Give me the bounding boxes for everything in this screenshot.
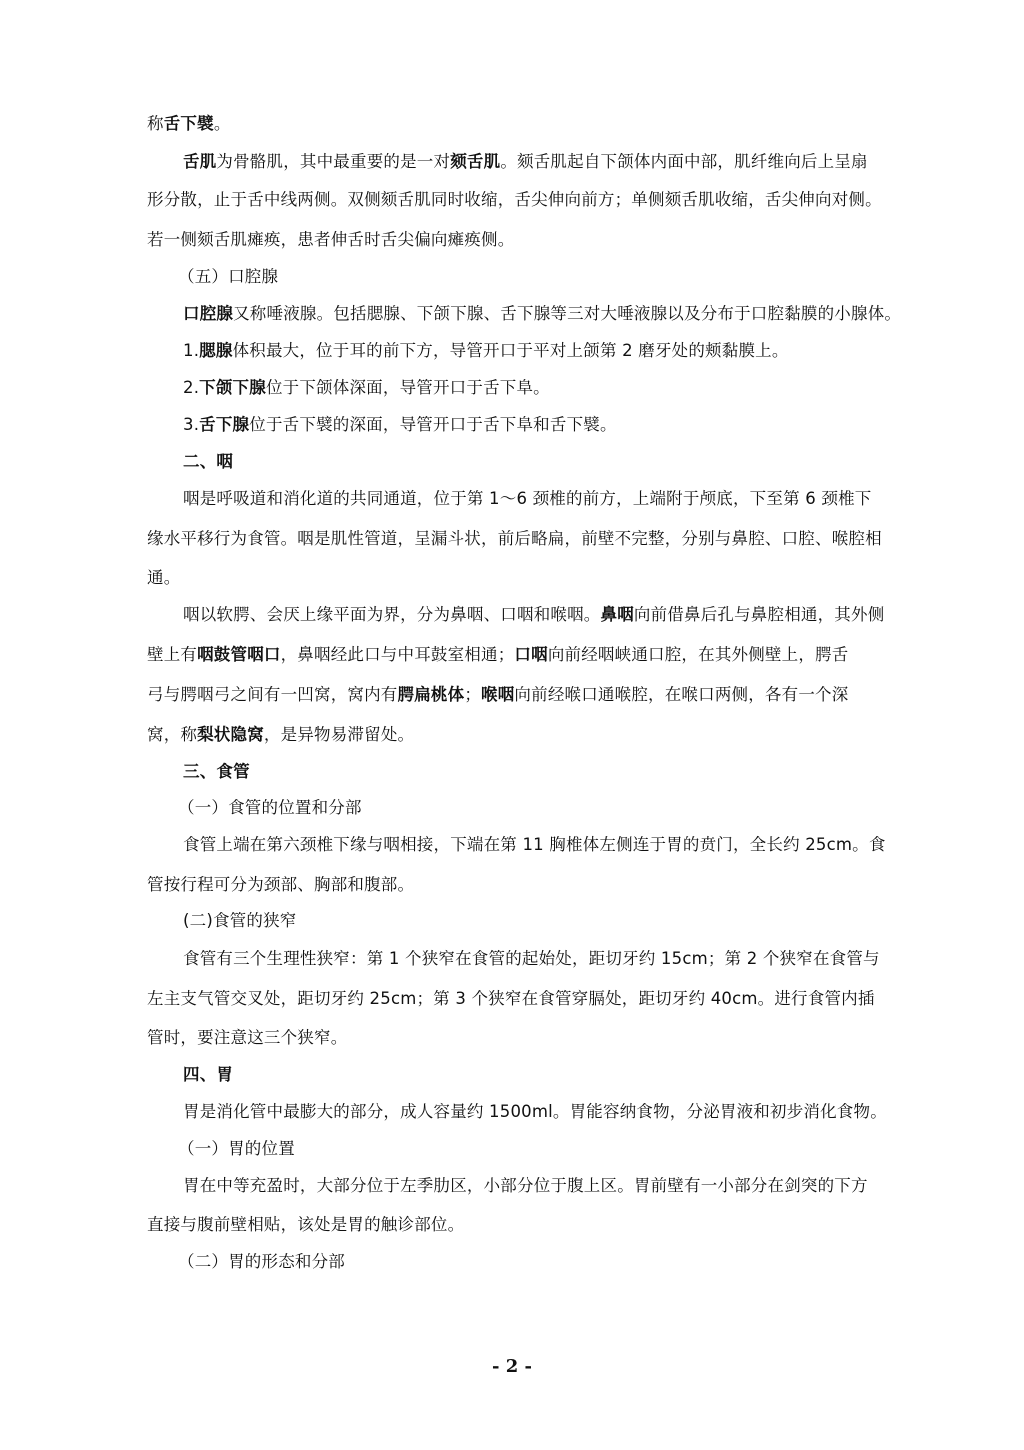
paragraph-line: 直接与腹前壁相贴，该处是胃的触诊部位。 bbox=[147, 1215, 465, 1234]
subsection-heading: (二)食管的狭窄 bbox=[183, 911, 297, 930]
paragraph-line: 壁上有咽鼓管咽口，鼻咽经此口与中耳鼓室相通；口咽向前经咽峡通口腔，在其外侧壁上，腭舌 bbox=[147, 645, 849, 664]
section-heading: 二、咽 bbox=[183, 452, 234, 471]
subsection-heading: （一）胃的位置 bbox=[178, 1139, 295, 1158]
paragraph-line: 管按行程可分为颈部、胸部和腹部。 bbox=[147, 875, 415, 894]
section-heading: 四、胃 bbox=[183, 1065, 234, 1084]
section-heading: 三、食管 bbox=[183, 762, 250, 781]
paragraph-line: 食管有三个生理性狭窄：第 1 个狭窄在食管的起始处，距切牙约 15cm；第 2 个狭窄在食管与 bbox=[183, 949, 880, 968]
list-item: 3.舌下腺位于舌下襞的深面，导管开口于舌下阜和舌下襞。 bbox=[183, 415, 617, 434]
paragraph-line: 舌肌为骨骼肌，其中最重要的是一对颏舌肌。颏舌肌起自下颌体内面中部，肌纤维向后上呈扇 bbox=[183, 152, 868, 171]
paragraph-line: 胃在中等充盈时，大部分位于左季肋区，小部分位于腹上区。胃前壁有一小部分在剑突的下方 bbox=[183, 1176, 868, 1195]
paragraph-line: 左主支气管交叉处，距切牙约 25cm；第 3 个狭窄在食管穿膈处，距切牙约 40cm。进行食管内插 bbox=[147, 989, 875, 1008]
paragraph-line: 窝，称梨状隐窝，是异物易滞留处。 bbox=[147, 725, 415, 744]
paragraph-line: 若一侧颏舌肌瘫痪，患者伸舌时舌尖偏向瘫痪侧。 bbox=[147, 230, 515, 249]
subsection-heading: （二）胃的形态和分部 bbox=[178, 1252, 345, 1271]
list-item: 1.腮腺体积最大，位于耳的前下方，导管开口于平对上颌第 2 磨牙处的颊黏膜上。 bbox=[183, 341, 789, 360]
subsection-heading: （一）食管的位置和分部 bbox=[178, 798, 362, 817]
paragraph-line: 咽以软腭、会厌上缘平面为界，分为鼻咽、口咽和喉咽。鼻咽向前借鼻后孔与鼻腔相通，其外侧 bbox=[183, 605, 885, 624]
paragraph-line: 管时，要注意这三个狭窄。 bbox=[147, 1028, 348, 1047]
subsection-heading: （五）口腔腺 bbox=[178, 267, 279, 286]
page-number: - 2 - bbox=[492, 1356, 532, 1377]
paragraph-line: 通。 bbox=[147, 568, 181, 587]
paragraph-line: 食管上端在第六颈椎下缘与咽相接，下端在第 11 胸椎体左侧连于胃的贲门，全长约 25cm。食 bbox=[183, 835, 886, 854]
paragraph-line: 口腔腺又称唾液腺。包括腮腺、下颌下腺、舌下腺等三对大唾液腺以及分布于口腔黏膜的小腺体。 bbox=[183, 304, 902, 323]
paragraph-line: 称舌下襞。 bbox=[147, 114, 231, 133]
list-item: 2.下颌下腺位于下颌体深面，导管开口于舌下阜。 bbox=[183, 378, 550, 397]
paragraph-line: 胃是消化管中最膨大的部分，成人容量约 1500ml。胃能容纳食物，分泌胃液和初步消化食物。 bbox=[183, 1102, 887, 1121]
paragraph-line: 缘水平移行为食管。咽是肌性管道，呈漏斗状，前后略扁，前壁不完整，分别与鼻腔、口腔、喉腔相 bbox=[147, 529, 882, 548]
paragraph-line: 形分散，止于舌中线两侧。双侧颏舌肌同时收缩，舌尖伸向前方；单侧颏舌肌收缩，舌尖伸向对侧。 bbox=[147, 190, 882, 209]
paragraph-line: 弓与腭咽弓之间有一凹窝，窝内有腭扁桃体；喉咽向前经喉口通喉腔，在喉口两侧，各有一个深 bbox=[147, 685, 849, 704]
paragraph-line: 咽是呼吸道和消化道的共同通道，位于第 1～6 颈椎的前方，上端附于颅底，下至第 6 颈椎下 bbox=[183, 489, 872, 508]
